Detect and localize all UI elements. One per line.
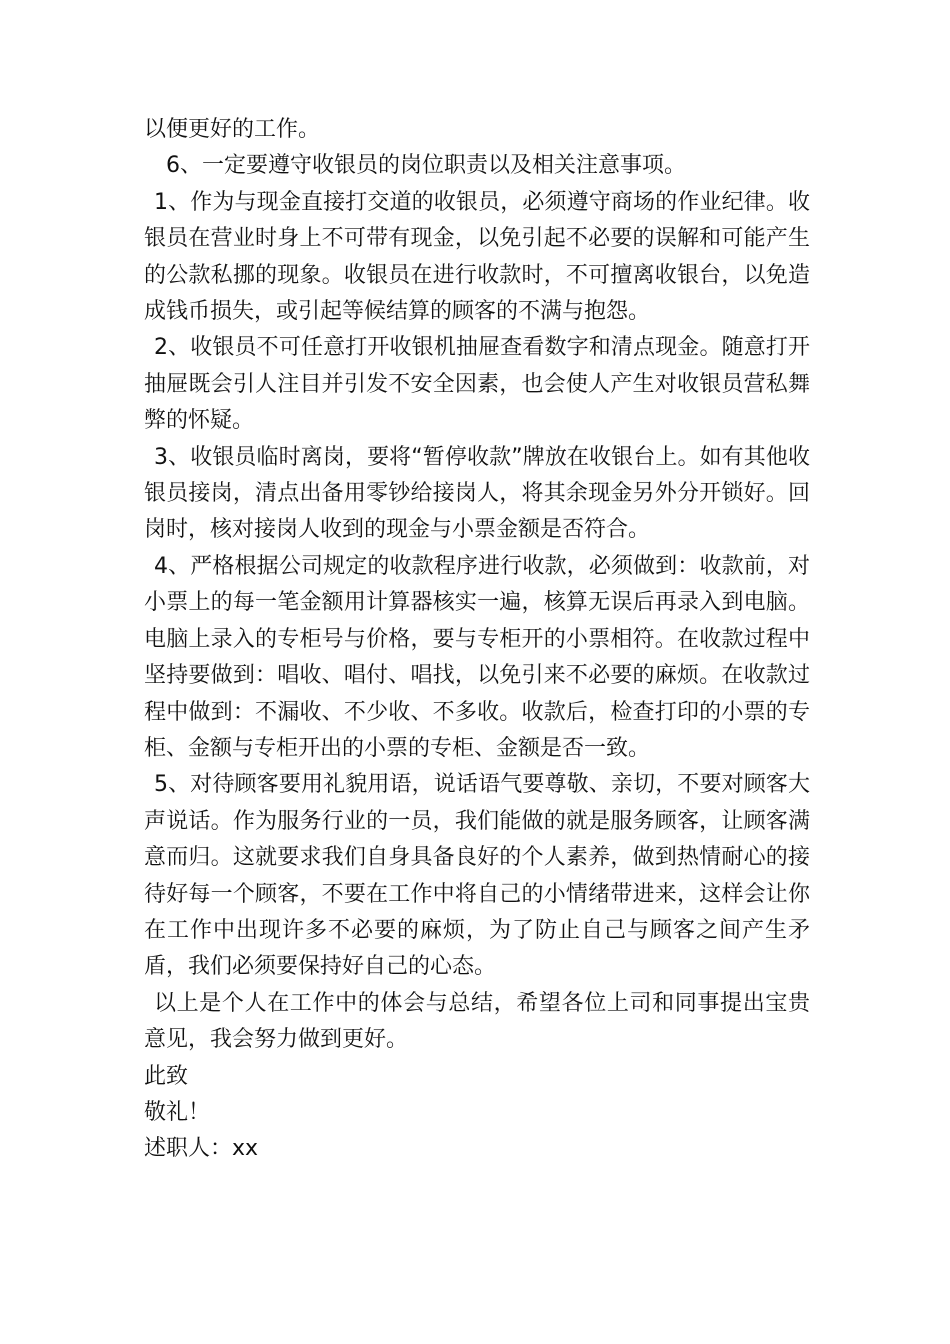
paragraph-item-5: 5、对待顾客要用礼貌用语，说话语气要尊敬、亲切，不要对顾客大声说话。作为服务行业的一员，我们能做的就是服务顾客，让顾客满意而归。这就要求我们自身具备良好的个人素养，做到热情耐心的接待好每一个顾客，不要在工作中将自己的小情绪带进来，这样会让你在工作中出现许多不必要的麻烦，为了防止自己与顾客之间产生矛盾，我们必须要保持好自己的心态。 [144, 772, 810, 980]
closing-salutation: 此致 [144, 1063, 189, 1089]
paragraph-point-6: 6、一定要遵守收银员的岗位职责以及相关注意事项。 [166, 153, 686, 179]
paragraph-item-3: 3、收银员临时离岗，要将“暂停收款”牌放在收银台上。如有其他收银员接岗，清点出备用零钞给接岗人，将其余现金另外分开锁好。回岗时，核对接岗人收到的现金与小票金额是否符合。 [144, 444, 810, 543]
paragraph-item-1: 1、作为与现金直接打交道的收银员，必须遵守商场的作业纪律。收银员在营业时身上不可带有现金，以免引起不必要的误解和可能产生的公款私挪的现象。收银员在进行收款时，不可擅离收银台，以免造成钱币损失，或引起等候结算的顾客的不满与抱怨。 [144, 189, 810, 325]
paragraph-summary: 以上是个人在工作中的体会与总结，希望各位上司和同事提出宝贵意见，我会努力做到更好。 [144, 990, 810, 1053]
paragraph-continuation: 以便更好的工作。 [144, 117, 321, 142]
paragraph-item-4: 4、严格根据公司规定的收款程序进行收款，必须做到：收款前，对小票上的每一笔金额用计算器核实一遍，核算无误后再录入到电脑。电脑上录入的专柜号与价格，要与专柜开的小票相符。在收款过程中坚持要做到：唱收、唱付、唱找，以免引来不必要的麻烦。在收款过程中做到：不漏收、不少收、不多收。收款后，检查打印的小票的专柜、金额与专柜开出的小票的专柜、金额是否一致。 [144, 553, 810, 761]
document-body [144, 112, 810, 1168]
closing-regards: 敬礼！ [144, 1099, 211, 1125]
closing-signature: 述职人：xx [144, 1136, 259, 1162]
paragraph-item-2: 2、收银员不可任意打开收银机抽屉查看数字和清点现金。随意打开抽屉既会引人注目并引发不安全因素，也会使人产生对收银员营私舞弊的怀疑。 [144, 335, 810, 434]
